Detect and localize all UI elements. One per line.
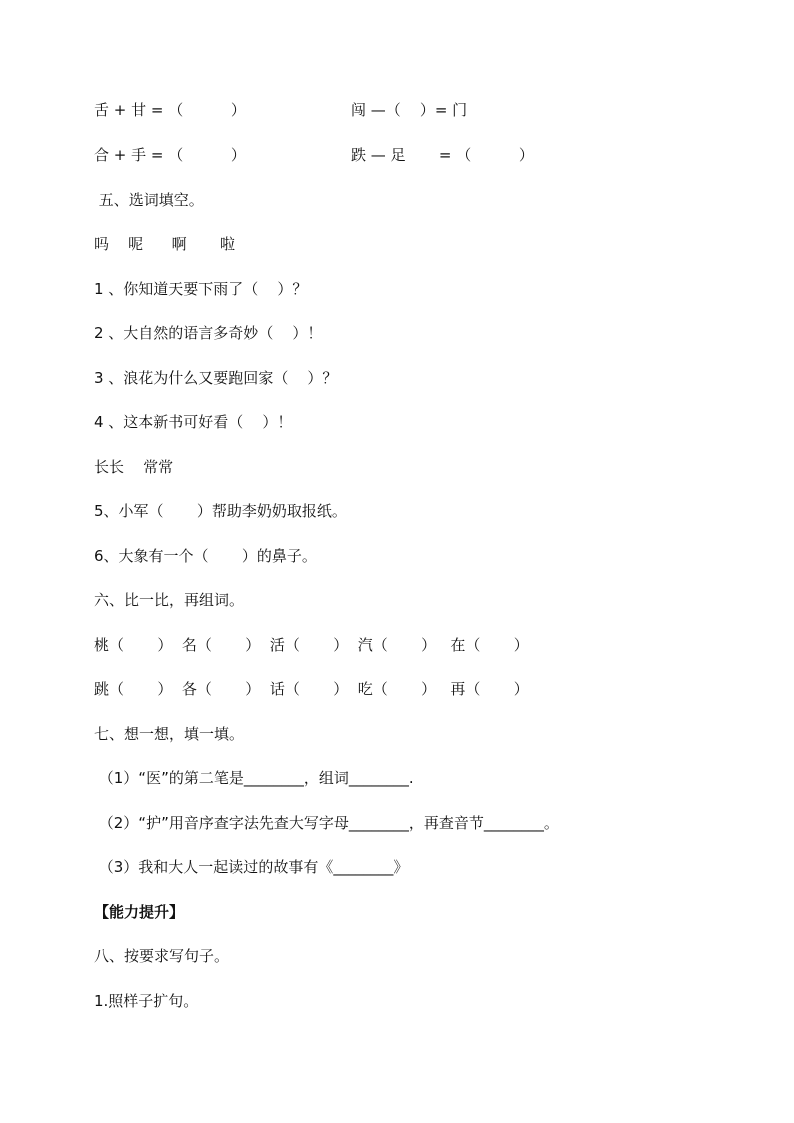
section5-title: 五、选词填空。 (94, 191, 204, 209)
section6-row-1: 桃（ ） 名（ ） 活（ ） 汽（ ） 在（ ） (94, 636, 529, 654)
section8-title: 八、按要求写句子。 (94, 947, 230, 965)
section7-item-2: （2）“护”用音序查字法先查大写字母________，再查音节________。 (94, 814, 559, 832)
section5-item-6: 6、大象有一个（ ）的鼻子。 (94, 547, 317, 565)
section5-item-3: 3 、浪花为什么又要跑回家（ ）？ (94, 369, 338, 387)
section7-item-1: （1）“医”的第二笔是________，组词________. (94, 769, 414, 787)
section8-item-1: 1.照样子扩句。 (94, 992, 199, 1010)
section5-word-options-2: 长长 常常 (94, 458, 174, 476)
section5-word-options: 吗 呢 啊 啦 (94, 235, 236, 253)
ability-heading: 【能力提升】 (94, 903, 185, 921)
row2-left: 合 + 手 = （ ） (94, 146, 246, 164)
section5-item-2: 2 、大自然的语言多奇妙（ ）！ (94, 324, 323, 342)
section5-item-5: 5、小军（ ）帮助李奶奶取报纸。 (94, 502, 347, 520)
section6-row-2: 跳（ ） 各（ ） 话（ ） 吃（ ） 再（ ） (94, 680, 529, 698)
section5-item-4: 4 、这本新书可好看（ ）！ (94, 413, 293, 431)
row1-right: 闯 —（ ）= 门 (351, 101, 468, 119)
section7-item-3: （3）我和大人一起读过的故事有《________》 (94, 858, 409, 876)
row1-left: 舌 + 甘 = （ ） (94, 101, 246, 119)
row2-right: 跌 — 足 = （ ） (351, 146, 534, 164)
section6-title: 六、比一比，再组词。 (94, 591, 245, 609)
section5-item-1: 1 、你知道天要下雨了（ ）？ (94, 280, 308, 298)
section7-title: 七、想一想，填一填。 (94, 725, 245, 743)
